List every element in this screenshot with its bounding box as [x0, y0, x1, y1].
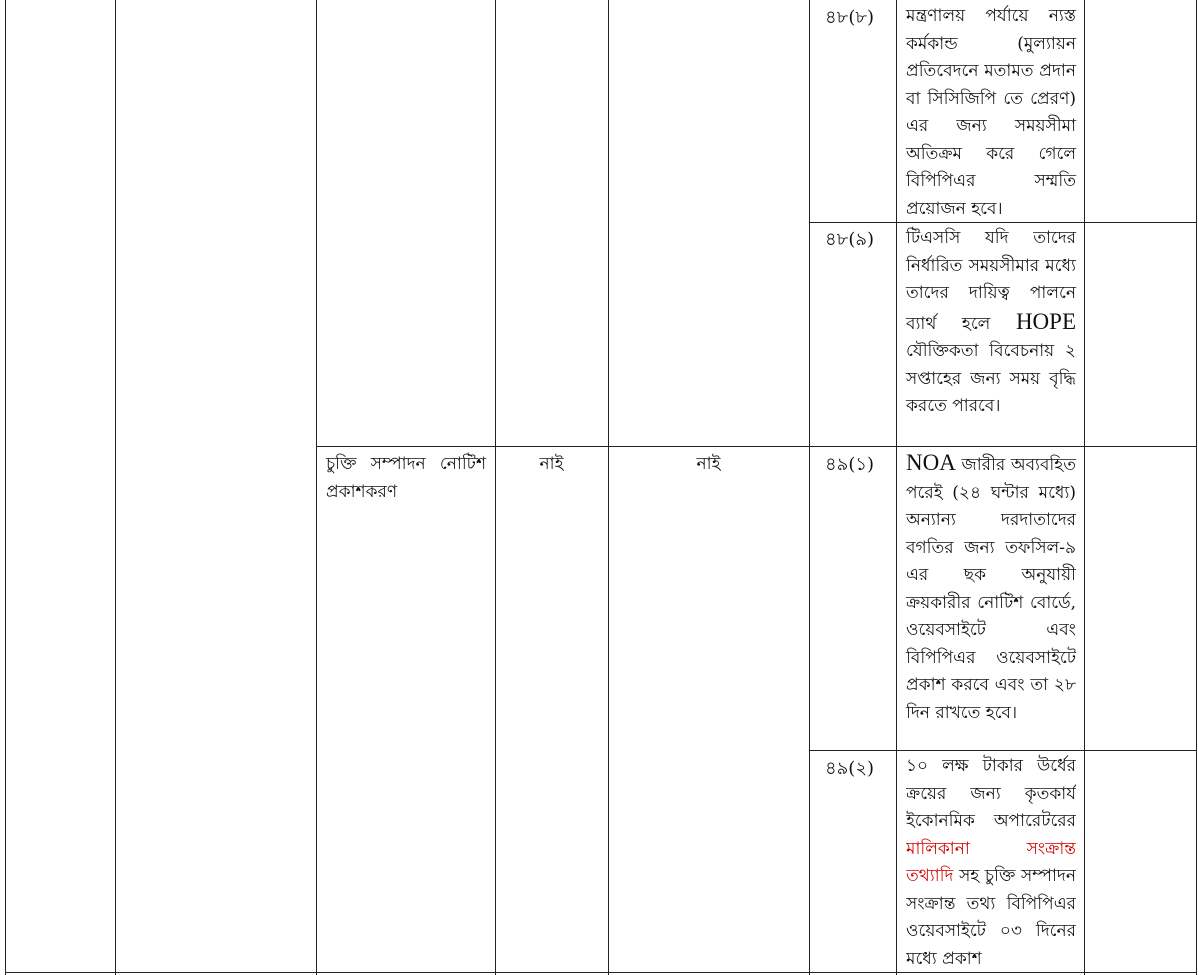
hope-term: HOPE — [1015, 308, 1076, 334]
column-divider — [896, 0, 897, 975]
clause-reference: ৪৯(১) — [824, 454, 875, 475]
clause-text: মন্ত্রণালয় পর্যায়ে ন্যস্ত কর্মকান্ড (মুল্যায়ন প্রতিবেদনে মতামত প্রদান বা সিসিজিপি তে প্রেরণ) এর জন্য সময়সীমা অতিক্রম করে গেলে বিপিপিএর সম্মতি প্রয়োজন হবে। — [906, 6, 1076, 219]
table-border — [5, 0, 6, 975]
clause-text — [906, 449, 1076, 727]
noa-term: NOA — [906, 450, 956, 475]
column-divider — [608, 0, 609, 975]
highlighted-text: মালিকানা সংক্রান্ত তথ্যাদি — [906, 838, 1076, 886]
clause-text-part: ১০ লক্ষ টাকার উর্ধের ক্রয়ের জন্য কৃতকার্য ইকোনমিক অপারেটরের — [906, 756, 1076, 831]
table-border — [1196, 0, 1197, 975]
column-value: নাই — [696, 454, 721, 474]
clause-text-part: যৌক্তিকতা বিবেচনায় ২ সপ্তাহের জন্য সময় বৃদ্ধি করতে পারবে। — [906, 341, 1076, 416]
row-divider — [809, 750, 1197, 751]
clause-reference: ৪৮(৮) — [824, 7, 875, 28]
column-divider — [809, 0, 810, 975]
clause-text-part: জারীর অব্যবহিত পরেই (২৪ ঘন্টার মধ্যে) অন্যান্য দরদাতাদের বগতির জন্য তফসিল-৯ এর ছক অনুযায়ী ক্রয়কারীর নোটিশ বোর্ডে, ওয়েবসাইটে এবং বিপিপিএর ওয়েবসাইটে প্রকাশ করবে এবং তা ২৮ দিন রাখতে হবে। — [906, 455, 1076, 723]
column-divider — [316, 0, 317, 975]
column-divider — [115, 0, 116, 975]
activity-label: চুক্তি সম্পাদন নোটিশ প্রকাশকরণ — [326, 454, 486, 502]
clause-text — [906, 753, 1076, 971]
column-divider — [495, 0, 496, 975]
clause-reference: ৪৯(২) — [824, 758, 875, 779]
column-divider — [1084, 0, 1085, 975]
clause-text-part: টিএসসি যদি তাদের নির্ধারিত সময়সীমার মধ্যে তাদের দায়িত্ব পালনে ব্যার্থ হলে — [906, 228, 1076, 334]
clause-reference: ৪৮(৯) — [824, 229, 875, 250]
column-value: নাই — [539, 454, 564, 474]
row-divider — [316, 446, 1197, 447]
clause-text — [906, 225, 1076, 421]
table-border — [5, 972, 1197, 973]
clause-text-part: সহ চুক্তি সম্পাদন সংক্রান্ত তথ্য বিপিপিএর ওয়েবসাইটে ০৩ দিনের মধ্যে প্রকাশ — [906, 866, 1076, 969]
